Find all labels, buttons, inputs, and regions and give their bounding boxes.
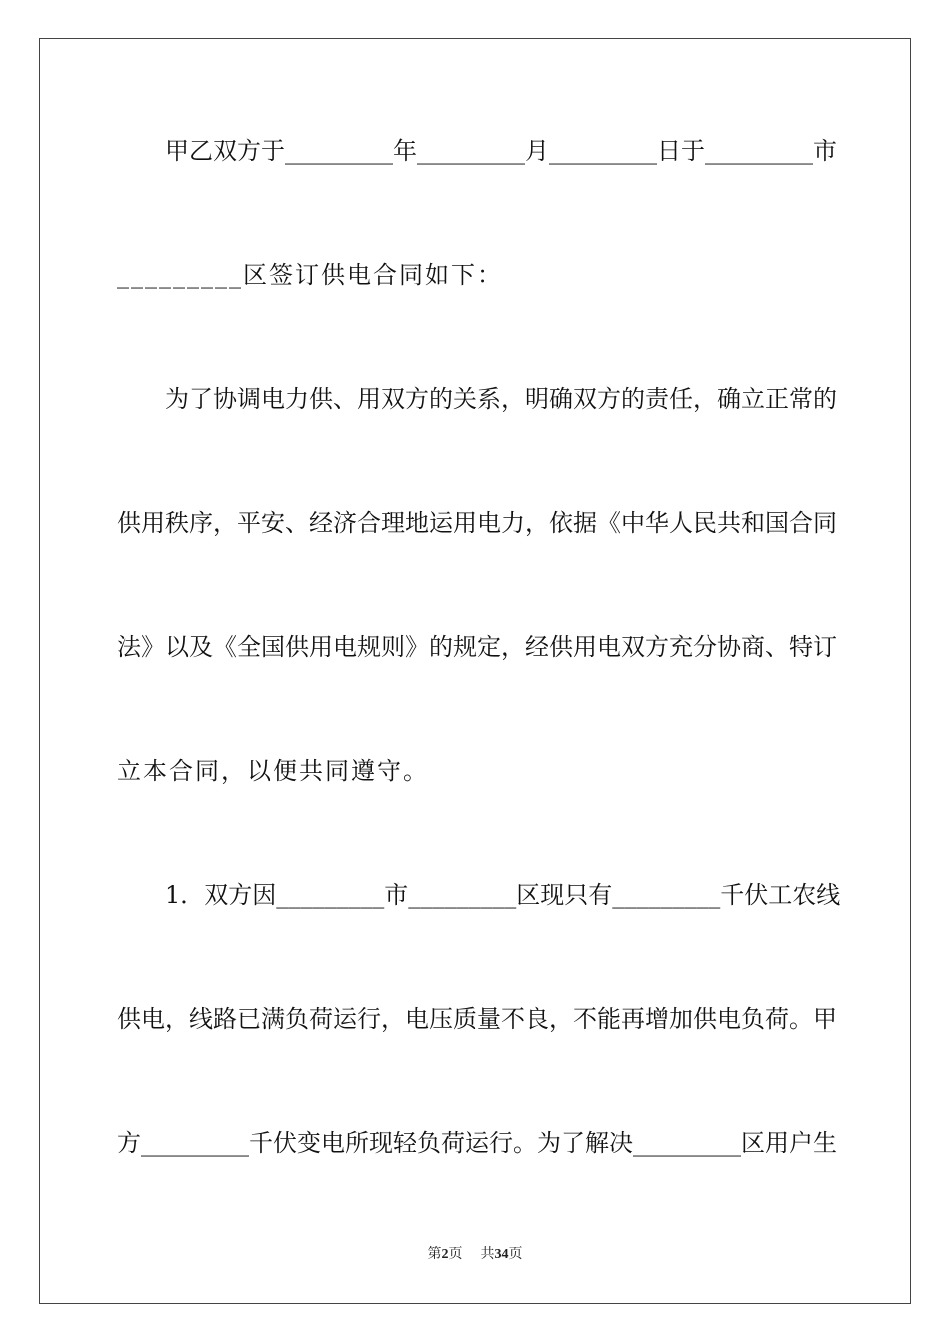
text-line-3: 为了协调电力供、用双方的关系，明确双方的责任，确立正常的 [165,385,837,413]
total-suffix: 页 [508,1247,523,1262]
text-line-9: 方_________千伏变电所现轻负荷运行。为了解决_________区用户生 [117,1129,837,1157]
page-prefix: 第 [427,1247,442,1262]
text-line-1: 甲乙双方于_________年_________月_________日于_________市 [165,137,837,165]
text-line-6: 立本合同，以便共同遵守。 [117,757,429,785]
text-line-8: 供电，线路已满负荷运行，电压质量不良，不能再增加供电负荷。甲 [117,1005,837,1033]
text-line-7: 1．双方因_________市_________区现只有_________千伏工农线 [165,881,841,909]
total-prefix: 共 [480,1247,495,1262]
text-line-2: _________区签订供电合同如下： [117,261,503,289]
page-number: 2 [441,1247,449,1262]
page-frame [39,38,911,1304]
text-line-5: 法》以及《全国供用电规则》的规定，经供用电双方充分协商、特订 [117,633,837,661]
page-suffix: 页 [448,1247,463,1262]
text-line-4: 供用秩序，平安、经济合理地运用电力，依据《中华人民共和国合同 [117,509,837,537]
total-pages: 34 [494,1247,509,1262]
page-footer [0,1246,950,1264]
